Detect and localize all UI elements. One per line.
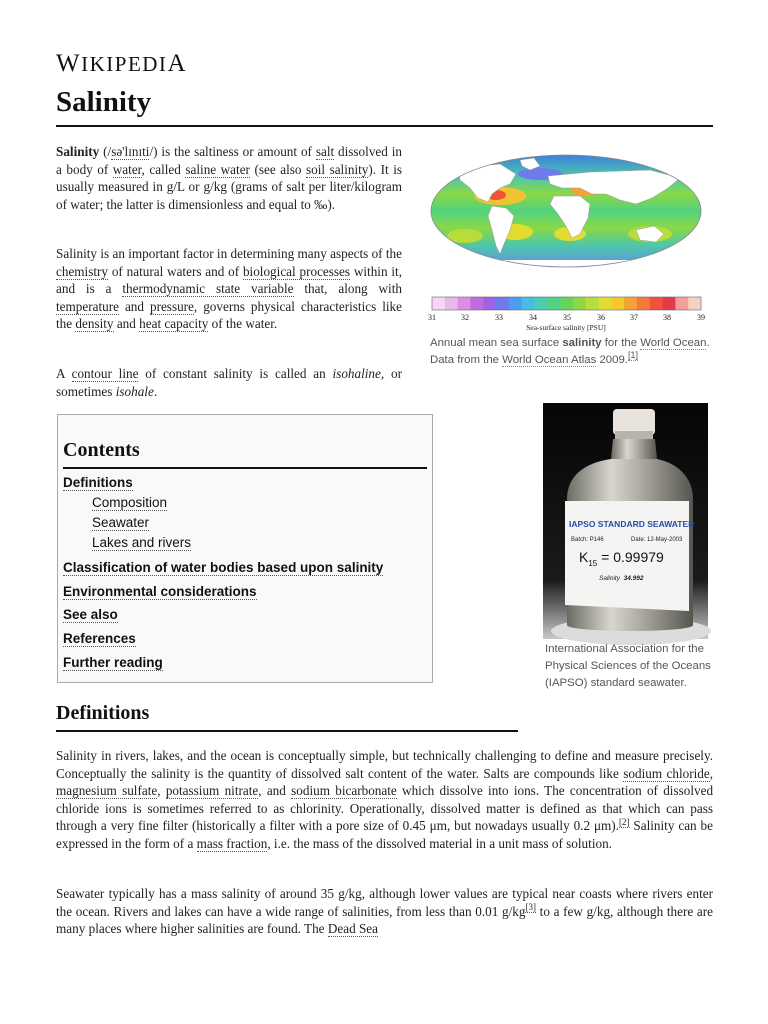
toc-label: See also xyxy=(63,607,118,622)
scale-label: 39 xyxy=(697,313,705,322)
scale-label: 32 xyxy=(461,313,469,322)
text: Seawater typically has a mass salinity of around 35 g/kg, although lower values are typical near coasts where rivers enter the ocean. Rivers and lakes can have a wide range of salinities, from less than 0.01 g/kg xyxy=(56,886,713,919)
heat-capacity-link[interactable]: heat capacity xyxy=(139,316,209,331)
text: , xyxy=(709,765,713,781)
density-link[interactable]: density xyxy=(75,316,114,331)
scale-swatch xyxy=(624,297,637,310)
scale-swatch xyxy=(483,297,496,310)
scale-swatch xyxy=(688,297,701,310)
scale-swatch xyxy=(637,297,650,310)
temperature-link[interactable]: temperature xyxy=(56,298,119,314)
text: , called xyxy=(141,161,186,177)
scale-swatch xyxy=(599,297,612,310)
isohaline-italic: isohaline xyxy=(332,366,381,381)
biological-processes-link[interactable]: biological processes xyxy=(242,263,351,279)
text: for the xyxy=(601,337,641,349)
text: 2009. xyxy=(596,354,628,366)
scale-swatch xyxy=(560,297,573,310)
toc-item-see-also[interactable] xyxy=(63,607,118,622)
text: ). It is usually measured in g/L or g/kg (grams of salt per liter/kilogram of water; the latter is dimensionless and equal to ‰). xyxy=(56,161,402,212)
term-bold: Salinity xyxy=(56,144,100,159)
sodium-chloride-link[interactable]: sodium chloride xyxy=(623,765,710,781)
text: . xyxy=(153,383,158,399)
definitions-paragraph-1 xyxy=(56,747,713,852)
section-divider xyxy=(56,730,518,732)
water-link[interactable]: water xyxy=(112,161,142,177)
reference-link[interactable]: [2] xyxy=(619,816,630,827)
intro-paragraph-2 xyxy=(56,245,402,333)
scale-swatch xyxy=(534,297,547,310)
map-caption xyxy=(430,335,710,369)
toc-item-further-reading[interactable] xyxy=(63,655,163,670)
scale-swatch xyxy=(611,297,624,310)
sodium-bicarbonate-link[interactable]: sodium bicarbonate xyxy=(291,783,397,798)
world-ocean-atlas-link[interactable]: World Ocean Atlas xyxy=(502,354,597,366)
toc-label: References xyxy=(63,631,136,646)
text: , xyxy=(157,783,166,798)
scale-title: Sea-surface salinity [PSU] xyxy=(526,323,606,332)
iapso-seawater-photo[interactable] xyxy=(543,403,708,639)
text: of natural waters and of xyxy=(108,263,243,279)
k15-value: = 0.99979 xyxy=(597,549,664,565)
text: and xyxy=(118,298,150,314)
bottle-k15 xyxy=(579,549,664,568)
text: (see also xyxy=(249,161,306,177)
toc-divider xyxy=(63,467,427,469)
isohale-italic: isohale xyxy=(115,383,154,399)
text: , governs physical characteristics like the xyxy=(56,298,402,331)
logo-letters: IKIPEDI xyxy=(81,52,168,76)
scale-swatch xyxy=(650,297,663,310)
toc-label: Lakes and rivers xyxy=(92,535,192,550)
toc-label: Further reading xyxy=(63,655,163,670)
salinity-color-scale xyxy=(432,297,701,310)
text: , i.e. the mass of the dissolved material in a unit mass of solution. xyxy=(267,835,612,851)
reference-link[interactable]: [1] xyxy=(627,350,638,361)
soil-salinity-link[interactable]: soil salinity xyxy=(306,161,369,177)
text: A xyxy=(56,366,72,381)
bottle-label-title: IAPSO STANDARD SEAWATER xyxy=(569,519,695,529)
scale-label: 38 xyxy=(663,313,671,322)
salinity-label: Salinity xyxy=(599,575,620,582)
text: (/ xyxy=(99,144,112,159)
salinity-map-image xyxy=(428,154,705,340)
toc-title: Contents xyxy=(63,439,140,461)
logo-letter: A xyxy=(167,50,187,77)
intro-paragraph-1 xyxy=(56,143,402,213)
scale-swatch xyxy=(586,297,599,310)
section-heading-definitions: Definitions xyxy=(56,702,150,724)
saline-water-link[interactable]: saline water xyxy=(185,161,250,177)
intro-paragraph-3 xyxy=(56,365,402,400)
title-divider xyxy=(56,125,713,127)
ipa-link[interactable]: sə'lɪnɪti xyxy=(111,144,150,159)
text: , or sometimes xyxy=(56,366,402,399)
scale-swatch xyxy=(547,297,560,310)
potassium-nitrate-link[interactable]: potassium nitrate xyxy=(165,783,259,798)
toc-label: Definitions xyxy=(63,475,133,490)
scale-swatch xyxy=(496,297,509,310)
toc-item-references[interactable] xyxy=(63,631,136,646)
bottle-caption: International Association for the Physical Sciences of the Oceans (IAPSO) standard seawater. xyxy=(545,643,711,689)
wikipedia-logo[interactable] xyxy=(56,50,187,78)
scale-swatch xyxy=(522,297,535,310)
text: within it, and is a xyxy=(56,263,403,296)
logo-letter: W xyxy=(56,50,82,77)
text: and xyxy=(113,316,140,331)
toc-label: Classification of water bodies based upon salinity xyxy=(63,560,384,575)
bottle-date: Date: 12-May-2003 xyxy=(631,537,683,543)
text: Salinity is an important factor in determining many aspects of the xyxy=(56,246,402,261)
chemistry-link[interactable]: chemistry xyxy=(56,263,109,279)
text: Salinity in rivers, lakes, and the ocean is conceptually simple, but technically challenging to define and measure precisely. Conceptually the salinity is the quantity of dissolved salt content of the water. Salts are compounds like xyxy=(56,748,713,781)
text: dissolved in a body of xyxy=(56,144,402,177)
toc-item-environmental-considerations[interactable] xyxy=(63,584,257,599)
page-title: Salinity xyxy=(56,86,152,118)
salinity-value: 34.992 xyxy=(623,575,644,582)
mass-fraction-link[interactable]: mass fraction xyxy=(196,835,268,851)
definitions-paragraph-2 xyxy=(56,885,713,938)
scale-label: 31 xyxy=(428,313,436,322)
toc-label: Environmental considerations xyxy=(63,584,257,599)
pressure-link[interactable]: pressure xyxy=(149,298,194,314)
salt-link[interactable]: salt xyxy=(315,144,335,159)
scale-swatch xyxy=(432,297,445,310)
dead-sea-link[interactable]: Dead Sea xyxy=(327,921,379,936)
scale-swatch xyxy=(675,297,688,310)
thermodynamic-state-variable-link[interactable]: thermodynamic state variable xyxy=(122,281,294,296)
contour-line-link[interactable]: contour line xyxy=(71,366,139,381)
reference-link[interactable]: [3] xyxy=(525,902,536,913)
scale-swatch xyxy=(509,297,522,310)
bottle-batch: Batch: P146 xyxy=(571,537,604,543)
text: , and xyxy=(258,783,292,798)
k15-letter: K xyxy=(579,549,589,565)
table-of-contents xyxy=(57,414,433,683)
bottle-salinity xyxy=(599,575,643,582)
toc-label: Composition xyxy=(92,495,168,510)
caption-bold: salinity xyxy=(562,337,602,349)
scale-swatch xyxy=(470,297,483,310)
toc-item-classification[interactable] xyxy=(63,560,383,575)
text: Annual mean sea surface xyxy=(430,337,563,349)
toc-item-definitions[interactable] xyxy=(63,475,133,490)
scale-label: 37 xyxy=(630,313,638,322)
scale-swatch xyxy=(663,297,676,310)
text: to a few g/kg, although there are many places where higher salinities are found. The xyxy=(56,903,713,936)
k15-subscript: 15 xyxy=(588,558,598,568)
scale-swatch xyxy=(573,297,586,310)
toc-label: Seawater xyxy=(92,515,150,530)
salinity-map-figure[interactable] xyxy=(428,154,705,340)
toc-item-lakes-and-rivers[interactable] xyxy=(92,535,191,550)
text: Salinity can be expressed in the form of a xyxy=(56,818,714,851)
toc-item-seawater[interactable] xyxy=(92,515,149,530)
toc-item-composition[interactable] xyxy=(92,495,167,510)
world-ocean-link[interactable]: World Ocean xyxy=(640,337,707,349)
magnesium-sulfate-link[interactable]: magnesium sulfate xyxy=(56,783,158,798)
text: that, along with xyxy=(293,281,402,296)
scale-swatch xyxy=(458,297,471,310)
scale-swatch xyxy=(445,297,458,310)
text: . Data from the xyxy=(430,337,710,366)
text: of the water. xyxy=(208,316,278,331)
text: of constant salinity is called an xyxy=(138,366,333,381)
scale-label: 33 xyxy=(495,313,503,322)
text: which dissolve into ions. The concentration of dissolved chloride ions is sometimes referred to as chlorinity. Operationally, dissolved matter is defined as that which can pass through a very fine filter (historically a filter with a pore size of 0.45 μm, but nowadays usually 0.2 μm). xyxy=(56,783,714,833)
scale-label: 34 xyxy=(529,313,537,322)
scale-label: 36 xyxy=(597,313,605,322)
scale-label: 35 xyxy=(563,313,571,322)
text: /) is the saltiness or amount of xyxy=(149,144,316,159)
